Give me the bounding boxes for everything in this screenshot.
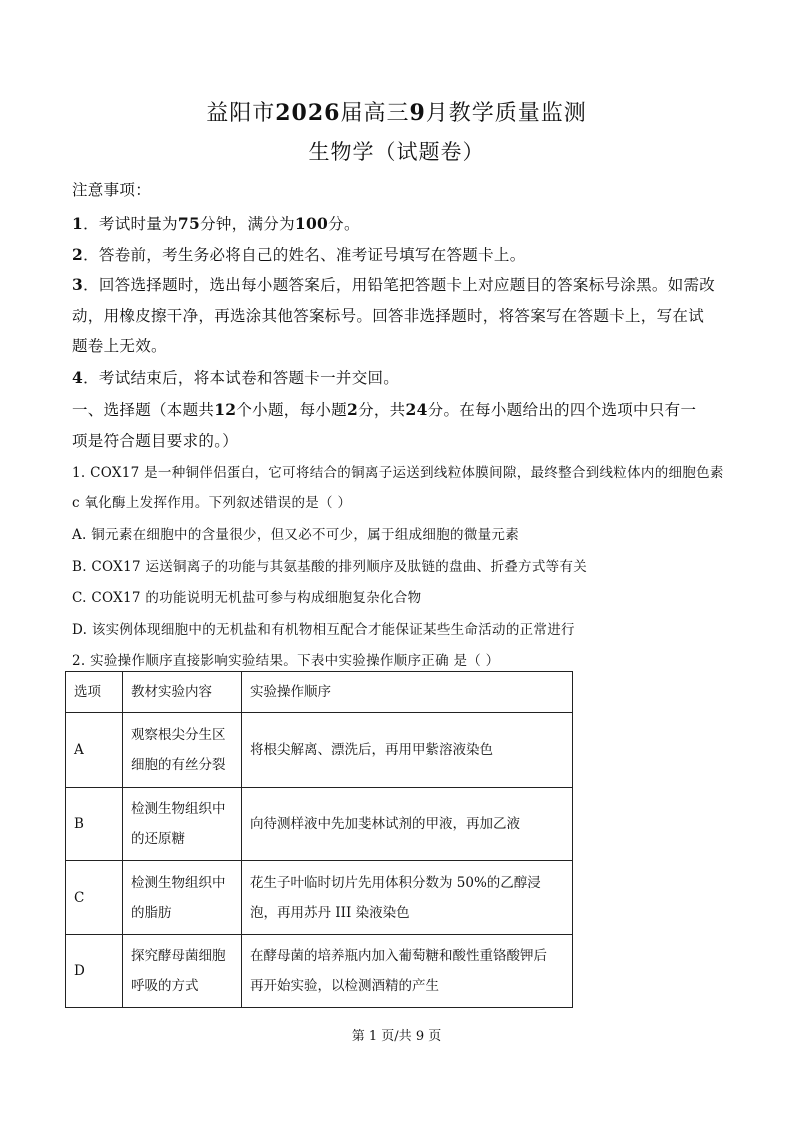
table-row xyxy=(66,713,573,788)
note-2: 2．答卷前，考生务必将自己的姓名、准考证号填写在答题卡上。 xyxy=(72,245,526,264)
note-3-line-3: 题卷上无效。 xyxy=(72,337,167,355)
row-option: C xyxy=(66,861,123,935)
row-content: 检测生物组织中 的还原糖 xyxy=(123,788,242,861)
section-1-heading-line-2: 项是符合题目要求的。） xyxy=(72,432,239,450)
q1-stem-line-1: 1. COX17 是一种铜伴侣蛋白，它可将结合的铜离子运送到线粒体膜间隙，最终整合到线粒体内的细胞色素 xyxy=(72,465,724,481)
q1-option-a: A. 铜元素在细胞中的含量很少，但又必不可少，属于组成细胞的微量元素 xyxy=(72,527,520,543)
row-content: 检测生物组织中 的脂肪 xyxy=(123,861,242,935)
page-number: 第 1 页/共 9 页 xyxy=(351,1029,442,1044)
exam-title: 益阳市2026届高三9月教学质量监测 xyxy=(206,100,587,126)
note-4: 4．考试结束后，将本试卷和答题卡一并交回。 xyxy=(72,368,400,387)
q1-option-c: C. COX17 的功能说明无机盐可参与构成细胞复杂化合物 xyxy=(72,590,422,606)
exam-subtitle: 生物学（试题卷） xyxy=(308,140,485,164)
table-header-row xyxy=(66,672,573,713)
row-content: 观察根尖分生区 细胞的有丝分裂 xyxy=(123,713,242,788)
table-row xyxy=(66,935,573,1008)
row-procedure: 将根尖解离、漂洗后，再用甲紫溶液染色 xyxy=(242,713,573,788)
note-3-line-2: 动，用橡皮擦干净，再选涂其他答案标号。回答非选择题时，将答案写在答题卡上，写在试 xyxy=(72,307,705,325)
experiment-table xyxy=(65,671,573,1008)
row-procedure: 在酵母菌的培养瓶内加入葡萄糖和酸性重铬酸钾后 再开始实验，以检测酒精的产生 xyxy=(242,935,573,1008)
header-option: 选项 xyxy=(66,672,123,713)
q2-stem: 2. 实验操作顺序直接影响实验结果。下表中实验操作顺序正确 是（ ） xyxy=(72,653,500,669)
note-1: 1．考试时量为75分钟，满分为100分。 xyxy=(72,214,360,233)
header-procedure: 实验操作顺序 xyxy=(242,672,573,713)
notes-heading: 注意事项： xyxy=(72,181,152,199)
row-option: A xyxy=(66,713,123,788)
q1-option-b: B. COX17 运送铜离子的功能与其氨基酸的排列顺序及肽链的盘曲、折叠方式等有关 xyxy=(72,559,588,575)
q1-stem-line-2: c 氧化酶上发挥作用。下列叙述错误的是（ ） xyxy=(72,495,352,511)
note-3-line-1: 3．回答选择题时，选出每小题答案后，用铅笔把答题卡上对应题目的答案标号涂黑。如需改 xyxy=(72,275,716,294)
q1-option-d: D. 该实例体现细胞中的无机盐和有机物相互配合才能保证某些生命活动的正常进行 xyxy=(72,622,575,638)
section-1-heading: 一、选择题（本题共12个小题，每小题2分，共24分。在每小题给出的四个选项中只有一 xyxy=(72,400,697,419)
header-content: 教材实验内容 xyxy=(123,672,242,713)
row-option: B xyxy=(66,788,123,861)
table-row xyxy=(66,788,573,861)
row-procedure: 花生子叶临时切片先用体积分数为 50%的乙醇浸 泡，再用苏丹 III 染液染色 xyxy=(242,861,573,935)
row-option: D xyxy=(66,935,123,1008)
row-content: 探究酵母菌细胞 呼吸的方式 xyxy=(123,935,242,1008)
row-procedure: 向待测样液中先加斐林试剂的甲液，再加乙液 xyxy=(242,788,573,861)
table-row xyxy=(66,861,573,935)
